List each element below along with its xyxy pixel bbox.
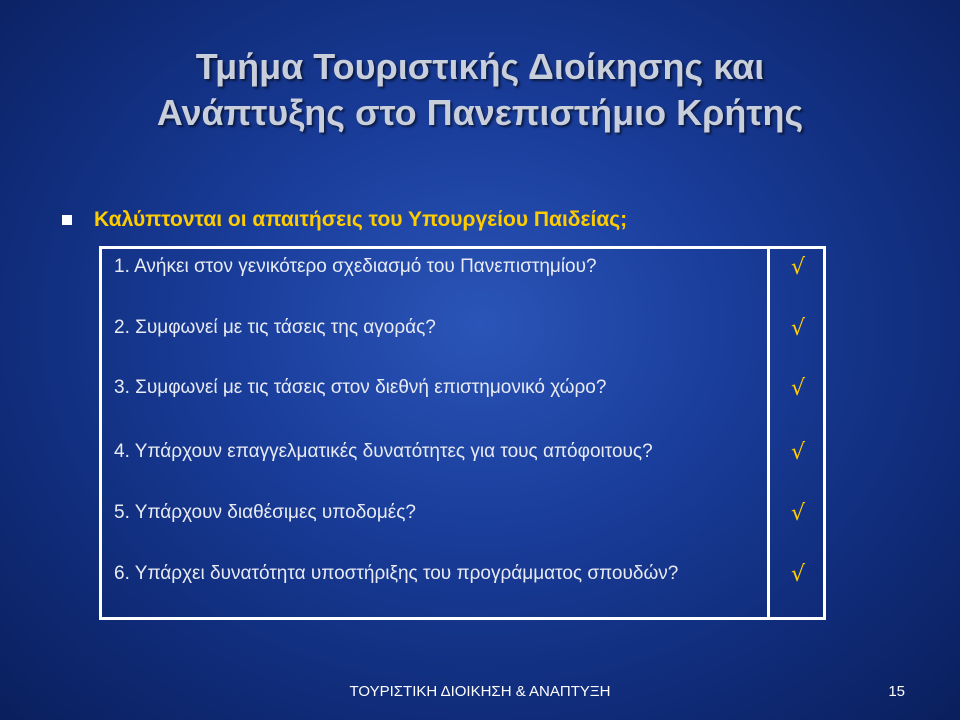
checkmark-icon: √ bbox=[790, 561, 806, 587]
checkmark-icon: √ bbox=[790, 500, 806, 526]
checkmark-icon: √ bbox=[790, 315, 806, 341]
page-number: 15 bbox=[888, 683, 905, 700]
slide-footer bbox=[0, 680, 960, 704]
footer-text: ΤΟΥΡΙΣΤΙΚΗ ΔΙΟΙΚΗΣΗ & ΑΝΑΠΤΥΞΗ bbox=[349, 683, 611, 700]
slide-title bbox=[0, 44, 960, 136]
table-column-divider bbox=[767, 246, 770, 620]
slide-title-line-1: Τμήμα Τουριστικής Διοίκησης και bbox=[195, 46, 765, 87]
slide-title-line-2: Ανάπτυξης στο Πανεπιστήμιο Κρήτης bbox=[156, 92, 804, 133]
question-row-6: 6. Υπάρχει δυνατότητα υποστήριξης του προγράμματος σπουδών? bbox=[114, 563, 679, 584]
question-row-5: 5. Υπάρχουν διαθέσιμες υποδομές? bbox=[114, 502, 416, 523]
question-row-1: 1. Ανήκει στον γενικότερο σχεδιασμό του Πανεπιστημίου? bbox=[114, 256, 597, 277]
checkmark-icon: √ bbox=[790, 375, 806, 401]
subtitle: Καλύπτονται οι απαιτήσεις του Υπουργείου Παιδείας; bbox=[94, 208, 628, 231]
square-bullet-icon bbox=[62, 215, 72, 225]
checkmark-icon: √ bbox=[790, 254, 806, 280]
question-row-4: 4. Υπάρχουν επαγγελματικές δυνατότητες για τους απόφοιτους? bbox=[114, 441, 653, 462]
question-row-2: 2. Συμφωνεί με τις τάσεις της αγοράς? bbox=[114, 317, 436, 338]
subtitle-bullet-row bbox=[62, 205, 627, 235]
checkmark-icon: √ bbox=[790, 439, 806, 465]
question-row-3: 3. Συμφωνεί με τις τάσεις στον διεθνή επιστημονικό χώρο? bbox=[114, 377, 607, 398]
